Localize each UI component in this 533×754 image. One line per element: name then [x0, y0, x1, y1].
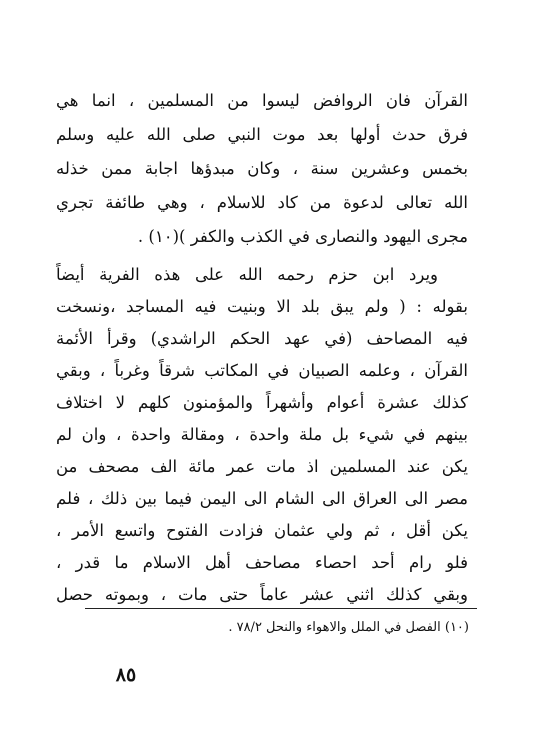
paragraph-2-line: وبقي كذلك اثني عشر عاماً حتى مات ، وبموته حصل: [56, 585, 468, 604]
paragraph-1-line: مجرى اليهود والنصارى في الكذب والكفر )(١٠) .: [137, 227, 468, 246]
paragraph-2-line: كذلك عشرة أعوام وأشهراً والمؤمنون كلهم لا اختلاف: [56, 393, 468, 412]
paragraph-2-line: يكن عند المسلمين اذ مات عمر مائة الف مصحف من: [56, 457, 468, 476]
paragraph-1-line: الله تعالى لدعوة من كاد للاسلام ، وهي طائفة تجري: [56, 193, 468, 212]
paragraph-2-line: بقوله : ( ولم يبق بلد الا وبنيت فيه المساجد ،ونسخت: [56, 297, 468, 316]
page-number: ٨٥: [115, 664, 137, 686]
paragraph-2-line: يكن أقل ، ثم ولي عثمان فزادت الفتوح واتسع الأمر ،: [56, 521, 468, 540]
footnote: (١٠) الفصل في الملل والاهواء والنحل ٧٨/٢ .: [228, 620, 469, 635]
paragraph-2-line: القرآن ، وعلمه الصبيان في المكاتب شرقاً وغرباً ، وبقي: [56, 361, 468, 380]
paragraph-1-line: فرق حدث أولها بعد موت النبي صلى الله عليه وسلم: [56, 125, 468, 144]
paragraph-1-line: القرآن فان الروافض ليسوا من المسلمين ، انما هي: [56, 91, 468, 110]
paragraph-2-line: فلو رام أحد احصاء مصاحف أهل الاسلام ما قدر ،: [56, 553, 468, 572]
paragraph-2-line: فيه المصاحف (في عهد الحكم الراشدي) وقرأ الأئمة: [56, 329, 468, 348]
paragraph-2-line: مصر الى العراق الى الشام الى اليمن فيما بين ذلك ، فلم: [56, 489, 468, 508]
footnote-divider: [85, 608, 477, 609]
paragraph-2-line: بينهم في شيء بل ملة واحدة ، ومقالة واحدة ، وان لم: [56, 425, 468, 444]
paragraph-2-first-line: ويرد ابن حزم رحمه الله على هذه الفرية أيضاً: [56, 265, 438, 284]
paragraph-1-line: بخمس وعشرين سنة ، وكان مبدؤها اجابة ممن خذله: [56, 159, 468, 178]
